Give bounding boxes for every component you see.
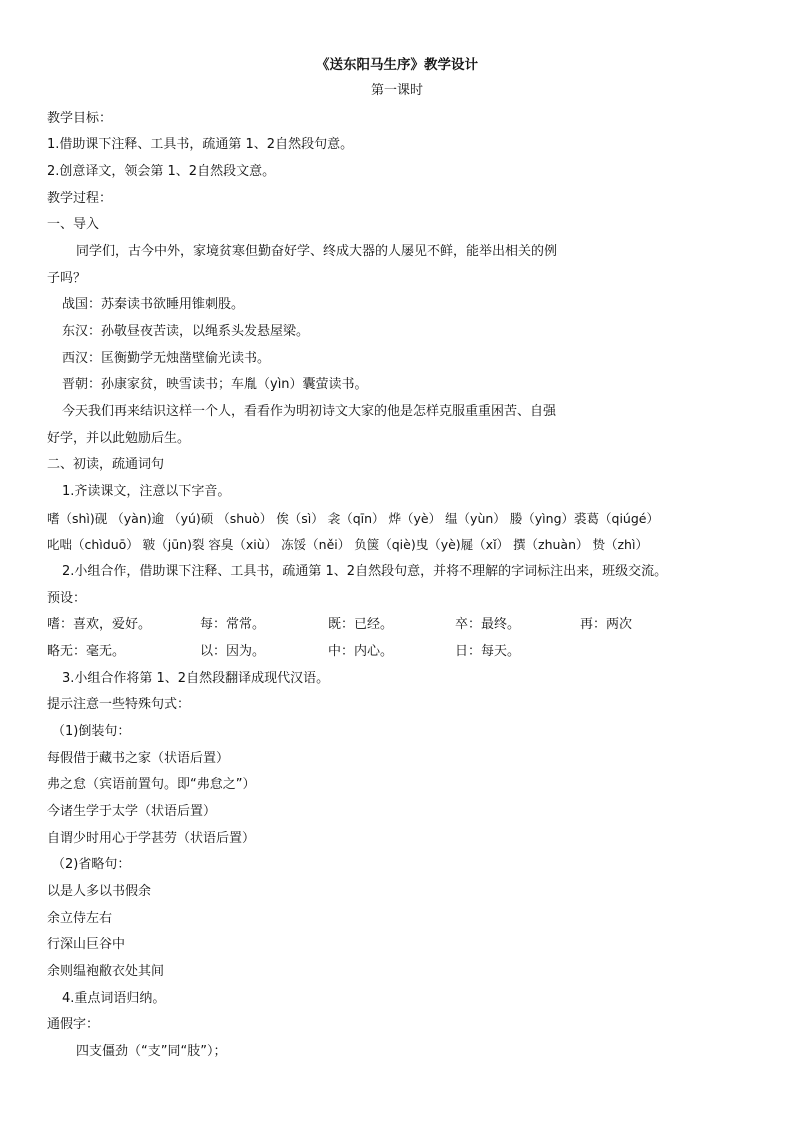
step-item-1: 1.齐读课文，注意以下字音。: [62, 484, 231, 499]
preset-entry: 卒：最终。: [455, 617, 521, 632]
example-line: 东汉：孙敬昼夜苦读，以绳系头发悬屋梁。: [62, 324, 310, 339]
sentence-example: 余立侍左右: [47, 911, 113, 926]
subheading-omission: （2)省略句：: [52, 857, 131, 872]
pronunciation-line: 叱咄（chìduō） 皲（jūn)裂 容臭（xiù） 冻馁（něi） 负箧（qiè)曳（yè)屣（xǐ） 撰（zhuàn） 贽（zhì）: [47, 537, 648, 552]
intro-paragraph-line: 同学们，古今中外，家境贫寒但勤奋好学、终成大器的人屡见不鲜，能举出相关的例: [76, 244, 558, 259]
hint-heading: 提示注意一些特殊句式：: [47, 697, 191, 712]
goals-heading: 教学目标：: [47, 111, 113, 126]
sentence-example: 弗之怠（宾语前置句。即“弗怠之”）: [47, 777, 256, 792]
step-item-4: 4.重点词语归纳。: [62, 991, 166, 1006]
preset-entry: 略无：毫无。: [47, 644, 126, 659]
goal-item-2: 2.创意译文，领会第 1、2自然段文意。: [47, 164, 276, 179]
subheading-inversion: （1)倒装句：: [52, 724, 131, 739]
preset-entry: 以：因为。: [200, 644, 266, 659]
tongjia-heading: 通假字：: [47, 1017, 100, 1032]
sentence-example: 自谓少时用心于学甚劳（状语后置）: [47, 831, 256, 846]
document-title: 《送东阳马生序》教学设计: [316, 57, 478, 73]
intro-paragraph-line: 子吗？: [47, 271, 87, 286]
step-item-2: 2.小组合作，借助课下注释、工具书，疏通第 1、2自然段句意，并将不理解的字词标注出来，班级交流。: [62, 564, 668, 579]
preset-entry: 既：已经。: [328, 617, 394, 632]
preset-entry: 中：内心。: [328, 644, 394, 659]
section-heading-reading: 二、初读，疏通词句: [47, 457, 165, 472]
example-line: 晋朝：孙康家贫，映雪读书；车胤（yìn）囊萤读书。: [62, 377, 368, 392]
tongjia-item: 四支僵劲（“支”同“肢”）；: [76, 1044, 227, 1059]
sentence-example: 今诸生学于太学（状语后置）: [47, 804, 217, 819]
sentence-example: 每假借于藏书之家（状语后置）: [47, 751, 230, 766]
preset-entry: 再：两次: [580, 617, 633, 632]
pronunciation-line: 嗜（shì)砚 （yàn)逾 （yú)硕 （shuò） 俟（sì） 衾（qīn） 烨（yè） 缊（yùn） 媵（yìng）裘葛（qiúgé）: [47, 511, 659, 526]
preset-entry: 嗜：喜欢，爱好。: [47, 617, 152, 632]
document-subtitle: 第一课时: [370, 83, 423, 98]
process-heading: 教学过程：: [47, 191, 113, 206]
goal-item-1: 1.借助课下注释、工具书，疏通第 1、2自然段句意。: [47, 137, 354, 152]
preset-heading: 预设：: [47, 591, 87, 606]
example-line: 西汉：匡衡勤学无烛凿壁偷光读书。: [62, 351, 271, 366]
preset-entry: 每：常常。: [200, 617, 266, 632]
section-heading-intro: 一、导入: [47, 217, 100, 232]
sentence-example: 行深山巨谷中: [47, 937, 126, 952]
today-paragraph-line: 今天我们再来结识这样一个人，看看作为明初诗文大家的他是怎样克服重重困苦、自强: [62, 404, 557, 419]
example-line: 战国：苏秦读书欲睡用锥刺股。: [62, 297, 245, 312]
sentence-example: 余则缊袍敝衣处其间: [47, 964, 165, 979]
step-item-3: 3.小组合作将第 1、2自然段翻译成现代汉语。: [62, 671, 330, 686]
preset-entry: 日：每天。: [455, 644, 521, 659]
sentence-example: 以是人多以书假余: [47, 884, 152, 899]
today-paragraph-line: 好学，并以此勉励后生。: [47, 431, 191, 446]
